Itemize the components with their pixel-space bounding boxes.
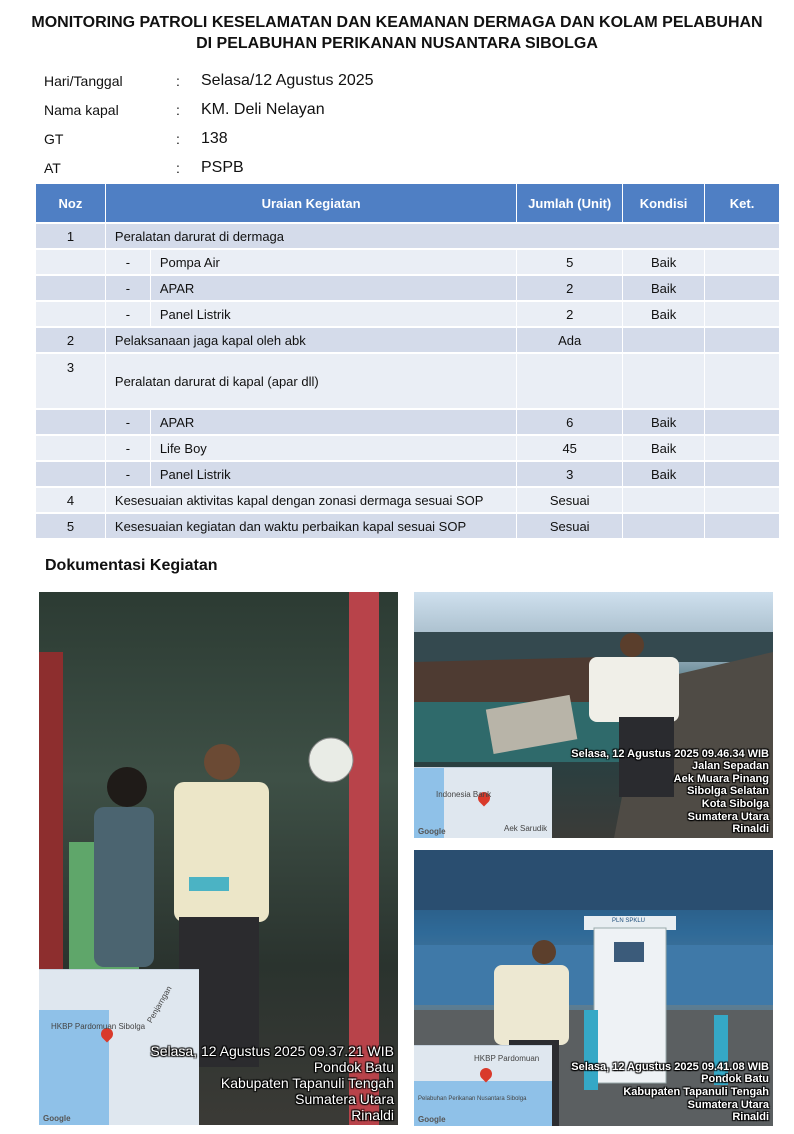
stamp-line: Sumatera Utara xyxy=(687,810,769,823)
row-notes xyxy=(705,410,780,436)
row-item: APAR xyxy=(151,410,517,436)
documentation-title: Dokumentasi Kegiatan xyxy=(45,557,218,574)
vessel-info xyxy=(44,66,374,182)
row-notes xyxy=(705,488,780,514)
info-label: Nama kapal xyxy=(44,101,119,118)
row-condition: Baik xyxy=(623,302,705,328)
stamp-line: Rinaldi xyxy=(732,1111,769,1124)
row-description: Kesesuaian aktivitas kapal dengan zonasi dermaga sesuai SOP xyxy=(106,488,517,514)
row-quantity: 45 xyxy=(517,436,623,462)
stamp-line: Sumatera Utara xyxy=(687,1098,769,1111)
row-quantity: 5 xyxy=(517,250,623,276)
row-condition xyxy=(623,488,705,514)
stamp-line: Aek Muara Pinang xyxy=(673,772,769,785)
row-notes xyxy=(705,276,780,302)
row-notes xyxy=(705,354,780,410)
row-dash: - xyxy=(106,302,151,328)
table-row xyxy=(36,462,780,488)
location-pin-icon xyxy=(478,1066,495,1083)
row-item: Panel Listrik xyxy=(151,302,517,328)
row-description: Peralatan darurat di kapal (apar dll) xyxy=(106,354,517,410)
info-label: GT xyxy=(44,130,64,147)
row-condition xyxy=(623,328,705,354)
header-notes: Ket. xyxy=(705,184,780,224)
photo-inspection-ship-room xyxy=(39,592,398,1125)
info-colon: : xyxy=(176,130,180,147)
row-dash: - xyxy=(106,250,151,276)
stamp-line: Rinaldi xyxy=(351,1106,394,1123)
header-condition: Kondisi xyxy=(623,184,705,224)
row-condition: Baik xyxy=(623,250,705,276)
location-map xyxy=(414,1045,552,1126)
map-label: Penjarngan xyxy=(145,984,174,1025)
scale-gauge xyxy=(309,738,353,782)
row-quantity xyxy=(517,354,623,410)
info-colon: : xyxy=(176,101,180,118)
stamp-line: Rinaldi xyxy=(732,823,769,836)
info-colon: : xyxy=(176,72,180,89)
stamp-line: Selasa, 12 Agustus 2025 09.37.21 WIB xyxy=(150,1042,394,1059)
row-condition xyxy=(623,354,705,410)
photo-inspection-charging-station xyxy=(414,850,773,1126)
row-no-empty xyxy=(36,462,106,488)
row-no: 4 xyxy=(36,488,106,514)
stamp-line: Pondok Batu xyxy=(313,1058,394,1075)
row-quantity: 3 xyxy=(517,462,623,488)
table-row xyxy=(36,488,780,514)
row-dash: - xyxy=(106,410,151,436)
photo-inspection-dock xyxy=(414,592,773,838)
header-quantity: Jumlah (Unit) xyxy=(517,184,623,224)
officer-shirt xyxy=(174,782,269,922)
station-screen xyxy=(614,942,644,962)
photo-timestamp xyxy=(571,1061,769,1124)
row-notes xyxy=(705,514,780,540)
row-dash: - xyxy=(106,462,151,488)
photo-timestamp xyxy=(150,1043,394,1123)
info-label: AT xyxy=(44,159,61,176)
stamp-line: Jalan Sepadan xyxy=(691,760,769,773)
row-no: 2 xyxy=(36,328,106,354)
document-title xyxy=(0,12,794,54)
row-quantity: Sesuai xyxy=(517,514,623,540)
map-logo: Google xyxy=(418,827,446,836)
row-no: 3 xyxy=(36,354,106,410)
stamp-line: Kota Sibolga xyxy=(701,798,769,811)
table-row xyxy=(36,354,780,410)
location-map xyxy=(414,767,552,838)
officer-shirt xyxy=(589,657,679,722)
map-label: Pelabuhan Perikanan Nusantara Sibolga xyxy=(418,1096,527,1102)
stamp-line: Kabupaten Tapanuli Tengah xyxy=(220,1074,394,1091)
row-no-empty xyxy=(36,276,106,302)
person-left-head xyxy=(107,767,147,807)
map-logo: Google xyxy=(43,1114,71,1123)
row-condition: Baik xyxy=(623,410,705,436)
table-header-row xyxy=(36,184,780,224)
row-no: 1 xyxy=(36,224,106,250)
info-label: Hari/Tanggal xyxy=(44,72,123,89)
row-condition: Baik xyxy=(623,462,705,488)
monitoring-table xyxy=(36,184,780,540)
title-line-1: MONITORING PATROLI KESELAMATAN DAN KEAMANAN DERMAGA DAN KOLAM PELABUHAN xyxy=(31,14,763,31)
row-description: Pelaksanaan jaga kapal oleh abk xyxy=(106,328,517,354)
row-condition xyxy=(623,514,705,540)
table-row xyxy=(36,302,780,328)
info-value: 138 xyxy=(201,129,228,147)
table-row xyxy=(36,250,780,276)
row-notes xyxy=(705,462,780,488)
row-notes xyxy=(705,436,780,462)
photo-timestamp xyxy=(571,748,769,836)
info-row-ship-name xyxy=(44,95,374,124)
row-description: Peralatan darurat di dermaga xyxy=(106,224,780,250)
ship-side xyxy=(414,850,773,910)
row-dash: - xyxy=(106,276,151,302)
row-no-empty xyxy=(36,302,106,328)
stamp-line: Selasa, 12 Agustus 2025 09.41.08 WIB xyxy=(571,1060,769,1073)
stamp-line: Selasa, 12 Agustus 2025 09.46.34 WIB xyxy=(571,747,769,760)
info-value: PSPB xyxy=(201,158,244,176)
row-item: APAR xyxy=(151,276,517,302)
station-sign: PLN SPKLU xyxy=(612,918,646,924)
info-value: Selasa/12 Agustus 2025 xyxy=(201,71,374,89)
row-item: Pompa Air xyxy=(151,250,517,276)
info-row-at xyxy=(44,153,374,182)
row-no: 5 xyxy=(36,514,106,540)
map-logo: Google xyxy=(418,1115,446,1124)
row-item: Panel Listrik xyxy=(151,462,517,488)
map-label: Aek Sarudik xyxy=(504,824,548,833)
row-notes xyxy=(705,250,780,276)
officer-shirt xyxy=(494,965,569,1045)
officer-head xyxy=(204,744,240,780)
table-row xyxy=(36,514,780,540)
stamp-line: Sumatera Utara xyxy=(295,1090,394,1107)
person-left-body xyxy=(94,807,154,967)
title-line-2: DI PELABUHAN PERIKANAN NUSANTARA SIBOLGA xyxy=(196,35,598,52)
row-dash: - xyxy=(106,436,151,462)
row-no-empty xyxy=(36,250,106,276)
table-row xyxy=(36,276,780,302)
stamp-line: Kabupaten Tapanuli Tengah xyxy=(623,1086,769,1099)
map-label: Indonesia Bank xyxy=(436,790,492,799)
info-row-gt xyxy=(44,124,374,153)
stamp-line: Sibolga Selatan xyxy=(687,785,769,798)
officer-head xyxy=(620,633,644,657)
map-label: HKBP Pardomuan xyxy=(474,1054,540,1063)
info-colon: : xyxy=(176,159,180,176)
row-quantity: 2 xyxy=(517,302,623,328)
header-description: Uraian Kegiatan xyxy=(106,184,517,224)
row-no-empty xyxy=(36,436,106,462)
info-value: KM. Deli Nelayan xyxy=(201,100,325,118)
notebook xyxy=(189,877,229,891)
table-row xyxy=(36,410,780,436)
row-notes xyxy=(705,328,780,354)
info-row-date xyxy=(44,66,374,95)
table-row xyxy=(36,224,780,250)
row-quantity: 6 xyxy=(517,410,623,436)
row-notes xyxy=(705,302,780,328)
row-item: Life Boy xyxy=(151,436,517,462)
row-quantity: Sesuai xyxy=(517,488,623,514)
row-condition: Baik xyxy=(623,276,705,302)
row-quantity: 2 xyxy=(517,276,623,302)
header-no: Noz xyxy=(36,184,106,224)
row-description: Kesesuaian kegiatan dan waktu perbaikan kapal sesuai SOP xyxy=(106,514,517,540)
table-row xyxy=(36,328,780,354)
row-quantity: Ada xyxy=(517,328,623,354)
row-no-empty xyxy=(36,410,106,436)
table-row xyxy=(36,436,780,462)
row-condition: Baik xyxy=(623,436,705,462)
map-label: HKBP Pardomuan Sibolga xyxy=(51,1022,146,1031)
officer-head xyxy=(532,940,556,964)
stamp-line: Pondok Batu xyxy=(701,1073,769,1086)
